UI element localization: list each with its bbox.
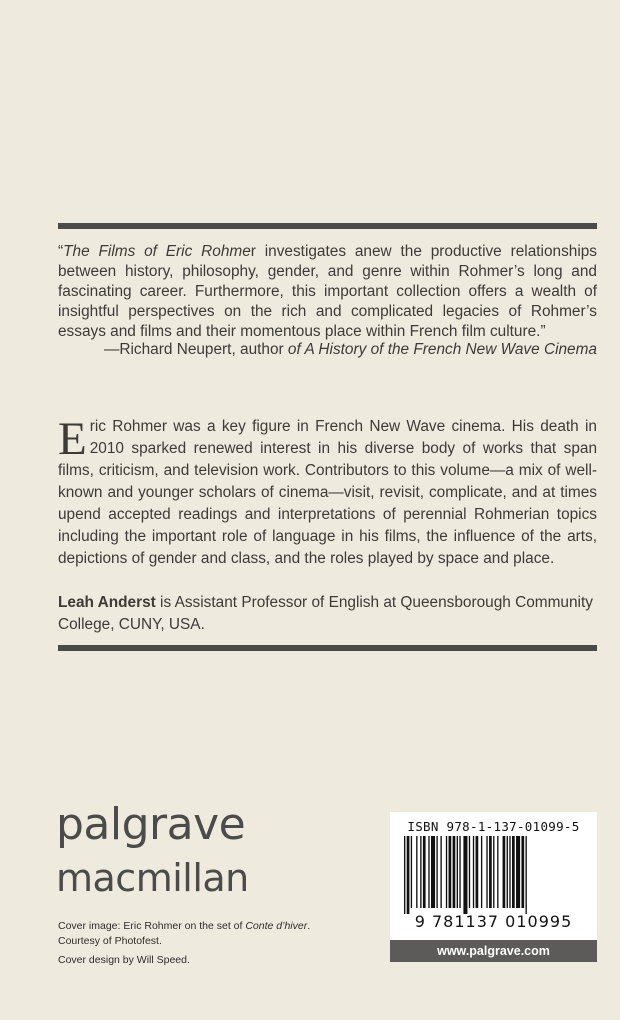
drop-cap: E — [58, 413, 87, 465]
image-credit: Cover image: Eric Rohmer on the set of Conte d’hiver. — [58, 920, 311, 932]
top-divider — [58, 223, 597, 229]
image-credit-title: Conte d’hiver — [245, 920, 308, 932]
book-title: The Films of Eric Rohme — [63, 243, 251, 260]
courtesy-credit: Courtesy of Photofest. — [58, 935, 162, 947]
description-text: ric Rohmer was a key figure in French New Wave cinema. His death in 2010 sparked renewed interest in his diverse body of works that span films, criticism, and television work. Contributors to this volume—a mix of well-known and younger scholars of cinema—visit, revisit, complicate, and at times upend accepted readings and interpretations of perennial Rohmerian topics including the important role of language in his films, the influence of the arts, depictions of gender and class, and the roles played by space and place. — [58, 418, 597, 567]
attribution-work: of A History of the French New Wave Cinema — [287, 341, 597, 358]
logo-line-palgrave: palgrave — [56, 799, 246, 850]
author-bio — [58, 592, 597, 636]
bottom-divider — [58, 645, 597, 651]
praise-attribution — [58, 340, 597, 360]
isbn-digits: 9 781137 010995 — [414, 912, 573, 931]
open-quote: “ — [58, 243, 64, 260]
barcode-block — [390, 812, 597, 962]
book-description — [58, 413, 597, 570]
praise-quote — [58, 242, 597, 342]
author-bio-text: is Assistant Professor of English at Queensborough Community College, CUNY, USA. — [58, 594, 593, 633]
isbn-label: ISBN 978-1-137-01099-5 — [407, 819, 580, 834]
praise-body: r investigates anew the productive relationships between history, philosophy, gender, and genre within Rohmer’s long and fascinating career. Furthermore, this important collection offers a wealth of insightful perspectives on the rich and complicated legacies of Rohmer’s essays and films and their momentous place within French film culture.” — [58, 243, 597, 340]
logo-line-macmillan: macmillan — [56, 856, 249, 900]
design-credit: Cover design by Will Speed. — [58, 954, 190, 966]
cover-credits — [58, 919, 358, 968]
publisher-logo — [56, 800, 249, 900]
publisher-website: www.palgrave.com — [390, 940, 597, 962]
author-name: Leah Anderst — [58, 594, 156, 611]
barcode-icon — [402, 836, 585, 914]
attribution-author: —Richard Neupert, author — [104, 341, 288, 358]
